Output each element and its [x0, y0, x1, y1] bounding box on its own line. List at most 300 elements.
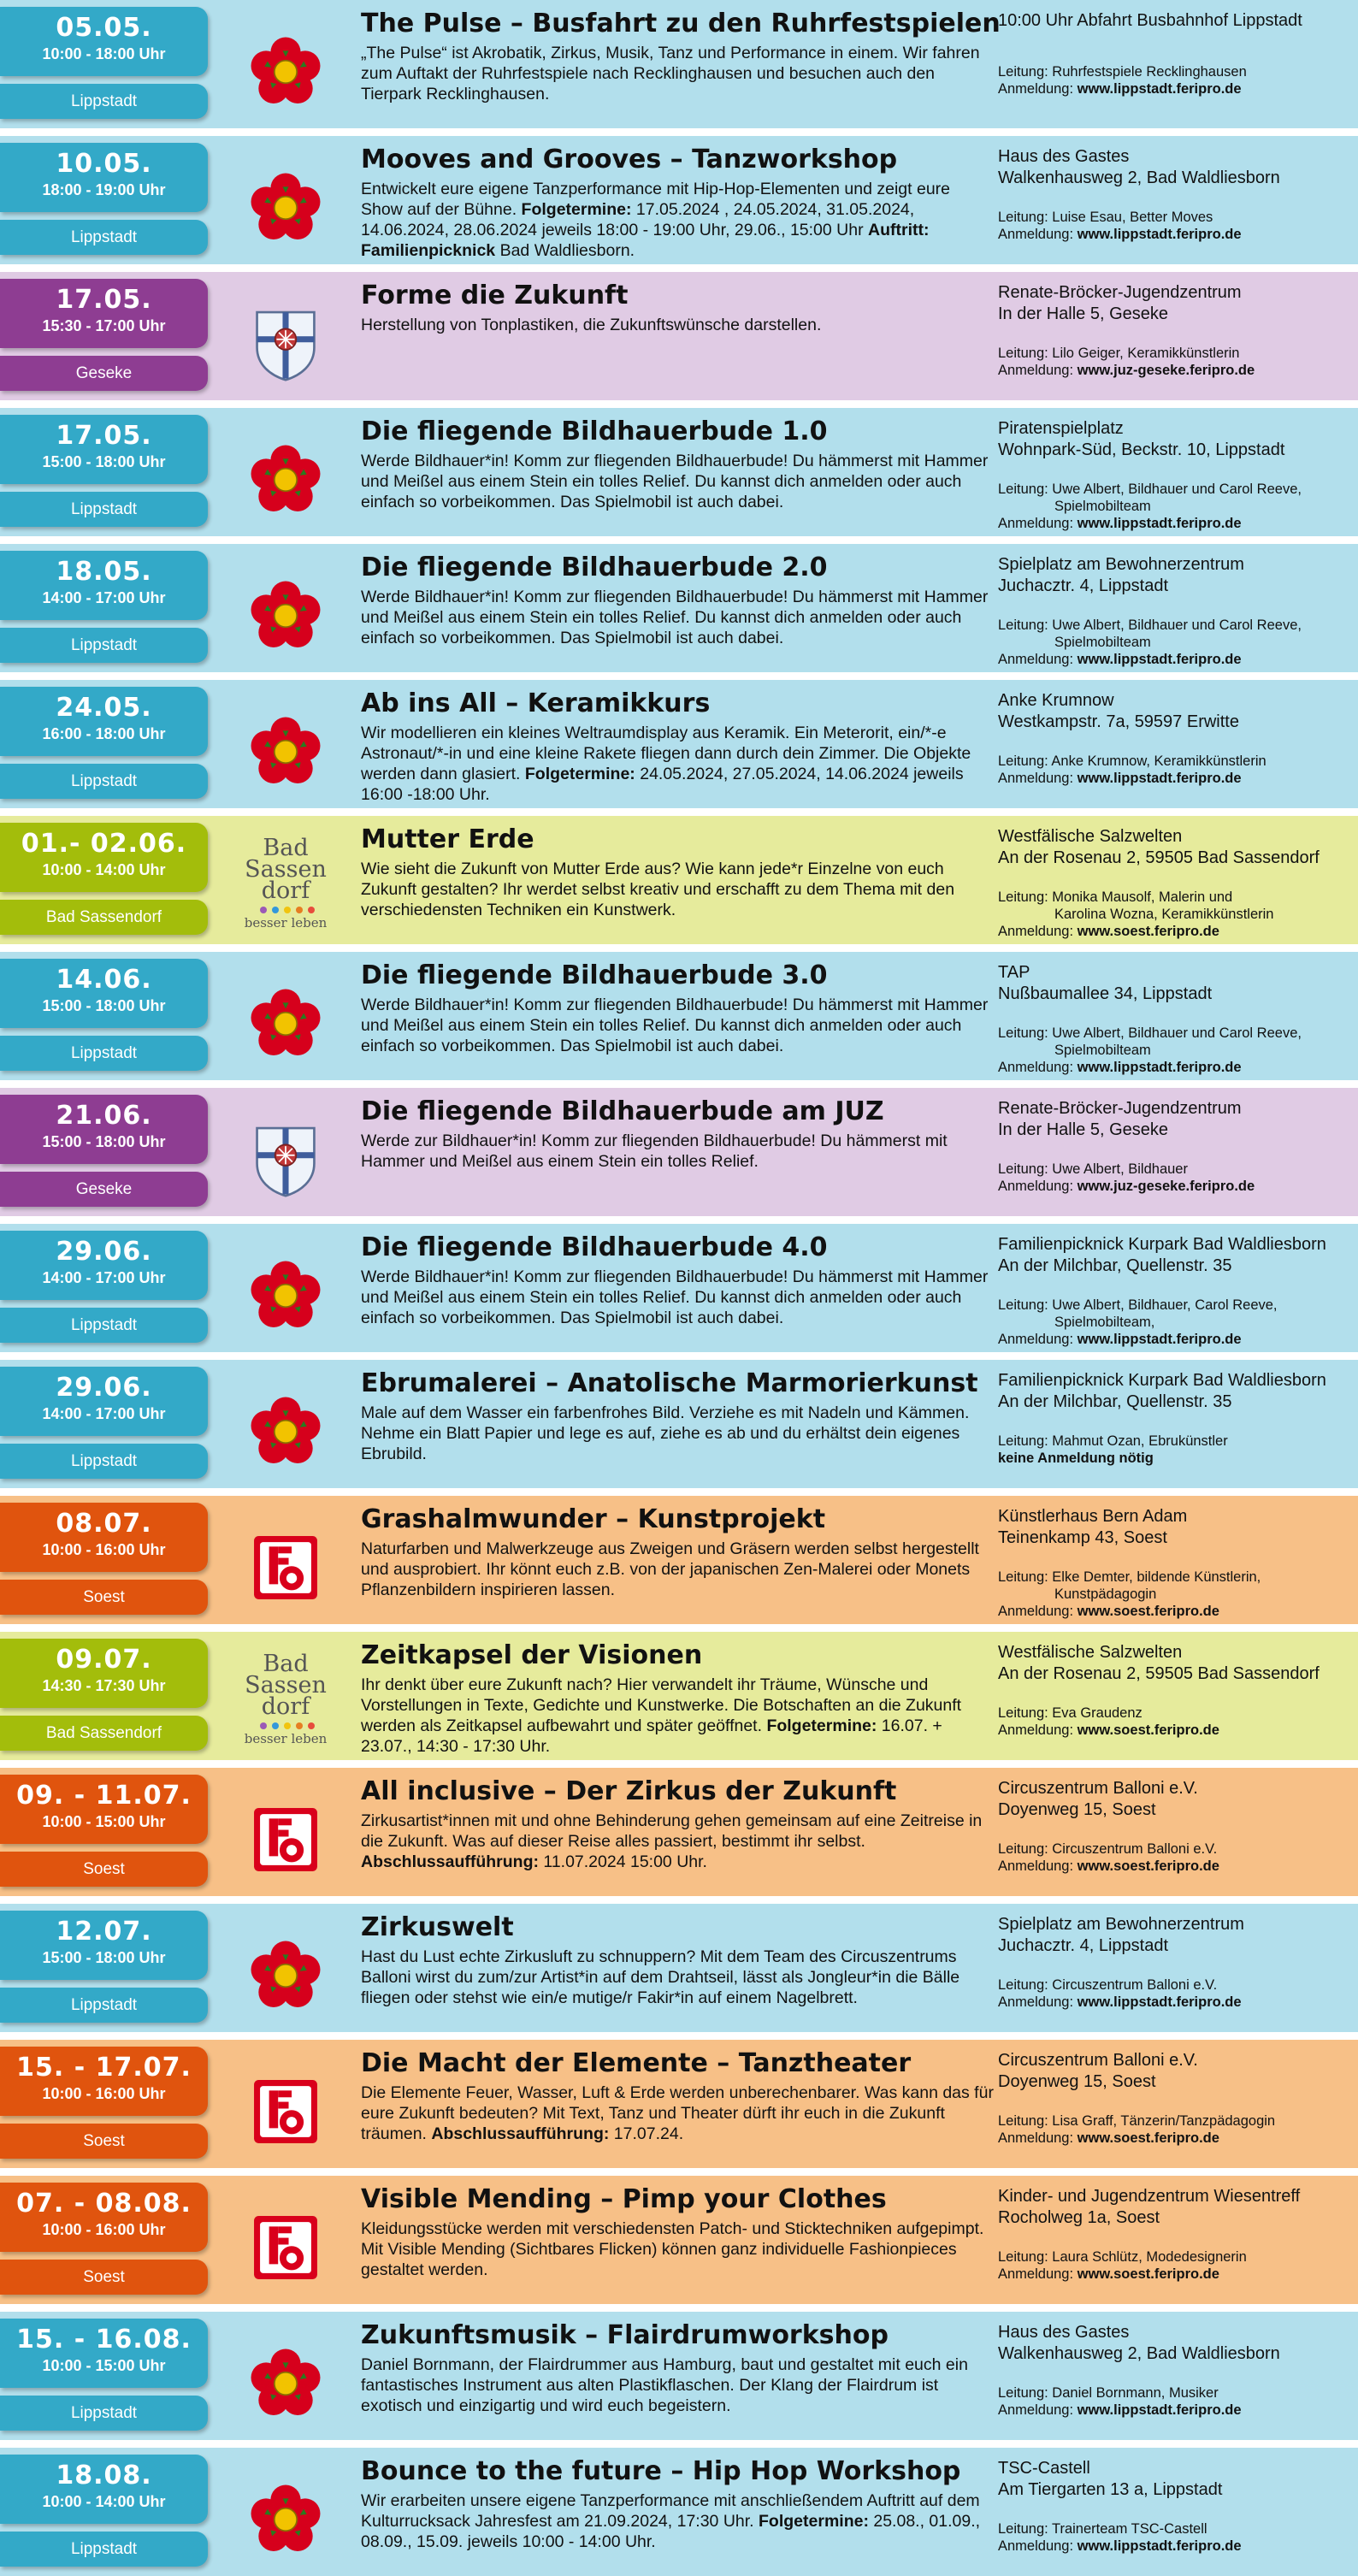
event-row: [0, 1496, 1358, 1624]
event-venue: [998, 146, 1353, 189]
venue-line: An der Milchbar, Quellenstr. 35: [998, 1392, 1232, 1411]
description-text: 24.05.2024, 27.05.2024, 14.06.2024 jeweils 16:00 -18:00 Uhr.: [361, 765, 964, 804]
event-registration: [998, 923, 1353, 940]
event-leader: [998, 2520, 1353, 2538]
event-registration: [998, 1059, 1353, 1076]
description-text: 11.07.2024 15:00 Uhr.: [539, 1852, 707, 1871]
event-time: 14:30 - 17:30 Uhr: [42, 1677, 166, 1694]
date-badge: [0, 2183, 208, 2252]
event-date: 14.06.: [56, 965, 152, 995]
description-text: Hast du Lust echte Zirkusluft zu schnuppern? Mit dem Team des Circuszentrums Balloni wirst du zum/zur Artist*in auf dem Drahtseil, lässt als Jongleur*in die Bälle fliegen oder stehst wie ein/e mutige/r Fakir*in auf einem Nagelbrett.: [361, 1947, 960, 2007]
event-venue: [998, 1370, 1353, 1413]
lippstadt-rose-icon: [248, 578, 323, 653]
event-registration: [998, 226, 1353, 243]
registration-label: Anmeldung:: [998, 516, 1074, 531]
venue-line: Wohnpark-Süd, Beckstr. 10, Lippstadt: [998, 440, 1285, 459]
place-badge: [0, 1716, 208, 1751]
lippstadt-rose-icon: [248, 1258, 323, 1333]
event-registration: [998, 2130, 1353, 2147]
event-venue: [998, 1778, 1353, 1821]
event-venue: [998, 2458, 1353, 2501]
event-leader: [998, 1976, 1353, 1994]
registration-label: Anmeldung:: [998, 1332, 1074, 1347]
leader-line: Leitung: Lilo Geiger, Keramikkünstlerin: [998, 346, 1240, 361]
leader-line: Leitung: Lisa Graff, Tänzerin/Tanzpädagogin: [998, 2113, 1276, 2129]
venue-line: In der Halle 5, Geseke: [998, 304, 1168, 323]
registration-label: Anmeldung:: [998, 2538, 1074, 2554]
venue-line: Haus des Gastes: [998, 147, 1130, 166]
event-description: [361, 2083, 994, 2144]
registration-link[interactable]: www.soest.feripro.de: [1077, 924, 1219, 939]
event-row: [0, 544, 1358, 672]
date-badge: [0, 551, 208, 620]
event-place: Lippstadt: [70, 1452, 138, 1470]
event-row: [0, 1632, 1358, 1760]
event-title: Mooves and Grooves – Tanzworkshop: [361, 145, 898, 174]
event-time: 14:00 - 17:00 Uhr: [42, 1269, 166, 1286]
leader-line: Leitung: Monika Mausolf, Malerin und: [998, 889, 1233, 905]
description-text: Entwickelt eure eigene Tanzperformance mit Hip-Hop-Elementen und zeigt eure Show auf der Bühne.: [361, 180, 951, 219]
logo-line3: dorf: [261, 877, 310, 904]
registration-label: Anmeldung:: [998, 924, 1074, 939]
event-place: Lippstadt: [70, 1996, 138, 2014]
venue-line: Westkampstr. 7a, 59597 Erwitte: [998, 712, 1239, 731]
registration-label: Anmeldung:: [998, 1722, 1074, 1738]
description-text: Wie sieht die Zukunft von Mutter Erde aus? Wie kann jede*r Einzelne von euch Zukunft gestalten? Ihr werdet selbst kreativ und erschafft zu dem Thema mit den verschiedensten Techniken ein Kunstwerk.: [361, 860, 955, 919]
registration-label: Anmeldung:: [998, 2266, 1074, 2282]
event-title: Forme die Zukunft: [361, 281, 629, 310]
event-registration: [998, 1858, 1353, 1875]
venue-line: Piratenspielplatz: [998, 419, 1124, 438]
description-bold: Folgetermine:: [524, 765, 635, 783]
venue-line: Circuszentrum Balloni e.V.: [998, 1779, 1198, 1798]
event-venue: [998, 690, 1353, 733]
event-title: Die fliegende Bildhauerbude 2.0: [361, 552, 828, 582]
event-date: 09.07.: [56, 1645, 152, 1675]
event-description: [361, 1675, 994, 1757]
date-badge: [0, 279, 208, 348]
venue-line: An der Rosenau 2, 59505 Bad Sassendorf: [998, 848, 1320, 867]
registration-link[interactable]: www.soest.feripro.de: [1077, 1858, 1219, 1874]
description-text: Werde zur Bildhauer*in! Komm zur fliegenden Bildhauerbude! Du hämmerst mit Hammer und Meißel aus einem Stein ein tolles Relief.: [361, 1131, 948, 1171]
leader-line: Leitung: Anke Krumnow, Keramikkünstlerin: [998, 753, 1266, 769]
registration-label: Anmeldung:: [998, 2402, 1074, 2418]
registration-link[interactable]: www.lippstadt.feripro.de: [1077, 1332, 1242, 1347]
event-place: Lippstadt: [70, 772, 138, 790]
bad-sassendorf-logo: [245, 1647, 327, 1750]
leader-line: Leitung: Uwe Albert, Bildhauer und Carol Reeve,: [998, 1025, 1302, 1041]
leader-line: Leitung: Uwe Albert, Bildhauer und Carol Reeve,: [998, 482, 1302, 497]
date-badge: [0, 687, 208, 756]
date-badge: [0, 143, 208, 212]
place-badge: [0, 1308, 208, 1343]
event-leader: [998, 63, 1353, 80]
date-badge: [0, 2455, 208, 2524]
event-title: Die fliegende Bildhauerbude 3.0: [361, 960, 828, 990]
event-description: [361, 451, 994, 512]
event-registration: [998, 2538, 1353, 2555]
geseke-crest-icon: [248, 1122, 323, 1197]
date-badge: [0, 1639, 208, 1708]
venue-line: Walkenhausweg 2, Bad Waldliesborn: [998, 168, 1280, 187]
event-venue: [998, 1506, 1353, 1549]
venue-line: Westfälische Salzwelten: [998, 1643, 1183, 1662]
event-time: 18:00 - 19:00 Uhr: [42, 181, 166, 198]
geseke-crest-icon: [248, 306, 323, 381]
event-row: [0, 952, 1358, 1080]
date-badge: [0, 823, 208, 892]
event-venue: [998, 1642, 1353, 1685]
venue-line: Teinenkamp 43, Soest: [998, 1528, 1167, 1547]
date-badge: [0, 1775, 208, 1844]
lippstadt-rose-icon: [248, 1394, 323, 1469]
event-time: 10:00 - 15:00 Uhr: [42, 2357, 166, 2374]
event-leader: [998, 2384, 1353, 2402]
event-place: Lippstadt: [70, 228, 138, 246]
event-date: 29.06.: [56, 1373, 152, 1403]
leader-line: Leitung: Ruhrfestspiele Recklinghausen: [998, 64, 1247, 80]
registration-link[interactable]: www.lippstadt.feripro.de: [1077, 2538, 1242, 2554]
event-date: 24.05.: [56, 693, 152, 723]
registration-label: Anmeldung:: [998, 1604, 1074, 1619]
event-date: 10.05.: [56, 149, 152, 179]
description-text: Herstellung von Tonplastiken, die Zukunftswünsche darstellen.: [361, 316, 822, 334]
registration-link[interactable]: www.lippstadt.feripro.de: [1077, 652, 1242, 667]
event-description: [361, 315, 994, 335]
description-text: Kleidungsstücke werden mit verschiedensten Patch- und Sticktechniken aufgepimpt. Mit Visible Mending (Sichtbares Flicken) können ganz individuelle Fashionpieces gestaltet werden.: [361, 2219, 984, 2279]
event-description: [361, 587, 994, 648]
leader-line: Leitung: Circuszentrum Balloni e.V.: [998, 1977, 1218, 1993]
event-description: [361, 2219, 994, 2280]
registration-link[interactable]: www.soest.feripro.de: [1077, 2130, 1219, 2146]
registration-label: Anmeldung:: [998, 771, 1074, 786]
event-description: [361, 1403, 994, 1464]
description-bold: Abschlussaufführung:: [361, 1852, 539, 1871]
registration-link[interactable]: www.lippstadt.feripro.de: [1077, 227, 1242, 242]
venue-line: An der Milchbar, Quellenstr. 35: [998, 1256, 1232, 1275]
date-badge: [0, 1095, 208, 1164]
event-place: Soest: [83, 2132, 125, 2150]
event-registration: [998, 1450, 1353, 1467]
event-place: Lippstadt: [70, 1316, 138, 1334]
event-title: Mutter Erde: [361, 824, 534, 854]
description-text: Werde Bildhauer*in! Komm zur fliegenden Bildhauerbude! Du hämmerst mit Hammer und Meißel aus einem Stein ein tolles Relief. Du kannst dich anmelden oder auch einfach so vorbeikommen. Das Spielmobil ist auch dabei.: [361, 996, 989, 1055]
event-venue: [998, 10, 1353, 32]
description-bold: Folgetermine:: [759, 2512, 869, 2531]
venue-line: Kinder- und Jugendzentrum Wiesentreff: [998, 2187, 1301, 2206]
logo-line3: dorf: [261, 1693, 310, 1720]
event-title: Zeitkapsel der Visionen: [361, 1640, 703, 1670]
lippstadt-rose-icon: [248, 34, 323, 109]
event-title: Die fliegende Bildhauerbude am JUZ: [361, 1096, 884, 1126]
venue-line: Familienpicknick Kurpark Bad Waldliesborn: [998, 1371, 1326, 1390]
registration-link[interactable]: www.lippstadt.feripro.de: [1077, 1994, 1242, 2010]
registration-link[interactable]: www.soest.feripro.de: [1077, 2266, 1219, 2282]
event-time: 10:00 - 14:00 Uhr: [42, 861, 166, 878]
event-venue: [998, 554, 1353, 597]
lippstadt-rose-icon: [248, 2482, 323, 2557]
event-title: Visible Mending – Pimp your Clothes: [361, 2184, 887, 2214]
leader-line: Leitung: Circuszentrum Balloni e.V.: [998, 1841, 1218, 1857]
registration-label: Anmeldung:: [998, 227, 1074, 242]
place-badge: [0, 1444, 208, 1479]
description-text: Die Elemente Feuer, Wasser, Luft & Erde werden unberechenbarer. Was kann das für eure Zukunft bedeuten? Mit Text, Tanz und Theater dürft ihr euch in die Zukunft träumen.: [361, 2083, 994, 2143]
leader-line: Leitung: Uwe Albert, Bildhauer und Carol Reeve,: [998, 617, 1302, 633]
event-row: [0, 1088, 1358, 1216]
event-time: 14:00 - 17:00 Uhr: [42, 589, 166, 606]
registration-link[interactable]: www.lippstadt.feripro.de: [1077, 516, 1242, 531]
leader-line-cont: Spielmobilteam: [1054, 635, 1151, 650]
logo-line1: Bad: [263, 835, 309, 861]
leader-line: Leitung: Daniel Bornmann, Musiker: [998, 2385, 1219, 2401]
place-badge: [0, 2124, 208, 2159]
venue-line: An der Rosenau 2, 59505 Bad Sassendorf: [998, 1664, 1320, 1683]
event-description: [361, 1131, 994, 1172]
event-time: 10:00 - 15:00 Uhr: [42, 1813, 166, 1830]
description-text: Wir modellieren ein kleines Weltraumdisplay aus Keramik. Ein Meterorit, ein/*-e Astronaut/*-in und eine kleine Rakete fliegen dann durch dein Zimmer. Die Objekte werden dann glasiert.: [361, 724, 971, 783]
event-row: [0, 2312, 1358, 2440]
place-badge: [0, 1580, 208, 1615]
place-badge: [0, 900, 208, 935]
venue-line: Spielplatz am Bewohnerzentrum: [998, 555, 1244, 574]
description-bold: Folgetermine:: [766, 1716, 877, 1735]
registration-label: Anmeldung:: [998, 2130, 1074, 2146]
leader-line-cont: Kunstpädagogin: [1054, 1586, 1157, 1602]
event-leader: [998, 209, 1353, 226]
event-registration: [998, 1331, 1353, 1348]
description-text: Daniel Bornmann, der Flairdrummer aus Hamburg, baut und gestaltet mit euch ein fantastisches Instrument aus alten Plastikflaschen. Der Klang der Flairdrum ist exotisch und einzigartig und wird euch begeistern.: [361, 2355, 968, 2415]
event-date: 12.07.: [56, 1917, 152, 1947]
event-place: Soest: [83, 1588, 125, 1606]
event-time: 10:00 - 14:00 Uhr: [42, 2493, 166, 2510]
venue-line: Anke Krumnow: [998, 691, 1114, 710]
event-venue: [998, 282, 1353, 325]
event-description: [361, 995, 994, 1056]
description-bold: Auftritt: Familienpicknick: [361, 221, 930, 260]
event-registration: [998, 515, 1353, 532]
registration-link[interactable]: www.lippstadt.feripro.de: [1077, 771, 1242, 786]
event-date: 18.08.: [56, 2461, 152, 2490]
event-title: Bounce to the future – Hip Hop Workshop: [361, 2456, 961, 2486]
event-registration: [998, 770, 1353, 787]
leader-line-cont: Spielmobilteam: [1054, 1043, 1151, 1058]
venue-line: Nußbaumallee 34, Lippstadt: [998, 984, 1213, 1003]
event-date: 18.05.: [56, 557, 152, 587]
place-badge: [0, 492, 208, 527]
place-badge: [0, 84, 208, 119]
event-row: [0, 408, 1358, 536]
registration-label: Anmeldung:: [998, 1060, 1074, 1075]
registration-link[interactable]: keine Anmeldung nötig: [998, 1450, 1154, 1466]
registration-label: Anmeldung:: [998, 1994, 1074, 2010]
event-leader: [998, 1433, 1353, 1450]
event-place: Soest: [83, 2268, 125, 2286]
event-venue: [998, 962, 1353, 1005]
event-row: [0, 136, 1358, 264]
place-badge: [0, 356, 208, 391]
logo-line2: Sassen: [245, 856, 327, 883]
venue-line: Rocholweg 1a, Soest: [998, 2208, 1160, 2227]
event-place: Lippstadt: [70, 1044, 138, 1062]
event-description: [361, 1267, 994, 1328]
event-venue: [998, 2050, 1353, 2093]
registration-label: Anmeldung:: [998, 652, 1074, 667]
event-place: Geseke: [75, 1180, 133, 1198]
event-title: Zukunftsmusik – Flairdrumworkshop: [361, 2320, 889, 2350]
venue-line: TAP: [998, 963, 1030, 982]
registration-label: Anmeldung:: [998, 1179, 1074, 1194]
venue-line: Renate-Bröcker-Jugendzentrum: [998, 1099, 1242, 1118]
soest-key-icon: [248, 1530, 323, 1605]
registration-link[interactable]: www.lippstadt.feripro.de: [1077, 1060, 1242, 1075]
event-description: [361, 2490, 994, 2552]
event-leader: [998, 617, 1353, 651]
event-title: The Pulse – Busfahrt zu den Ruhrfestspielen: [361, 9, 1001, 38]
event-place: Lippstadt: [70, 2540, 138, 2558]
event-title: All inclusive – Der Zirkus der Zukunft: [361, 1776, 897, 1806]
date-badge: [0, 7, 208, 76]
registration-link[interactable]: www.juz-geseke.feripro.de: [1077, 1179, 1255, 1194]
description-text: Bad Waldliesborn.: [495, 241, 635, 260]
event-title: Grashalmwunder – Kunstprojekt: [361, 1504, 826, 1534]
event-leader: [998, 345, 1353, 362]
description-bold: Folgetermine:: [521, 200, 632, 219]
venue-line: Haus des Gastes: [998, 2323, 1130, 2342]
place-badge: [0, 1852, 208, 1887]
description-text: Ihr denkt über eure Zukunft nach? Hier verwandelt ihr Träume, Wünsche und Vorstellungen in Texte, Gedichte und Kunstwerke. Die Botschaften an die Zukunft werden als Zeitkapsel aufbewahrt und später geöffnet.: [361, 1675, 962, 1735]
event-date: 21.06.: [56, 1101, 152, 1131]
event-date: 15. - 17.07.: [16, 2053, 192, 2083]
date-badge: [0, 2047, 208, 2116]
logo-slogan: besser leben: [245, 1731, 327, 1746]
registration-label: Anmeldung:: [998, 363, 1074, 378]
event-time: 10:00 - 18:00 Uhr: [42, 45, 166, 62]
registration-link[interactable]: www.juz-geseke.feripro.de: [1077, 363, 1255, 378]
event-row: [0, 816, 1358, 944]
place-badge: [0, 1172, 208, 1207]
event-row: [0, 2448, 1358, 2576]
event-time: 10:00 - 16:00 Uhr: [42, 2221, 166, 2238]
leader-line-cont: Spielmobilteam: [1054, 499, 1151, 514]
event-description: [361, 1811, 994, 1872]
event-date: 17.05.: [56, 285, 152, 315]
event-registration: [998, 651, 1353, 668]
description-text: Naturfarben und Malwerkzeuge aus Zweigen und Gräsern werden selbst hergestellt und ausprobiert. Ihr könnt euch z.B. von der japanischen Zen-Malerei oder Monets Pflanzenbildern inspirieren lassen.: [361, 1539, 979, 1599]
event-title: Die fliegende Bildhauerbude 4.0: [361, 1232, 828, 1262]
event-title: Ab ins All – Keramikkurs: [361, 688, 711, 718]
description-text: Werde Bildhauer*in! Komm zur fliegenden Bildhauerbude! Du hämmerst mit Hammer und Meißel aus einem Stein ein tolles Relief. Du kannst dich anmelden oder auch einfach so vorbeikommen. Das Spielmobil ist auch dabei.: [361, 588, 989, 647]
event-leader: [998, 1569, 1353, 1603]
description-text: Male auf dem Wasser ein farbenfrohes Bild. Verziehe es mit Nadeln und Kämmen. Nehme ein Blatt Papier und lege es auf, ziehe es ab und du erhältst dein eigenes Ebrubild.: [361, 1403, 970, 1463]
leader-line: Leitung: Uwe Albert, Bildhauer: [998, 1161, 1188, 1177]
event-description: [361, 1539, 994, 1600]
event-leader: [998, 1705, 1353, 1722]
event-row: [0, 272, 1358, 400]
registration-link[interactable]: www.lippstadt.feripro.de: [1077, 2402, 1242, 2418]
event-place: Bad Sassendorf: [45, 1724, 162, 1742]
event-time: 14:00 - 17:00 Uhr: [42, 1405, 166, 1422]
venue-line: Spielplatz am Bewohnerzentrum: [998, 1915, 1244, 1934]
event-registration: [998, 2402, 1353, 2419]
event-registration: [998, 1178, 1353, 1195]
lippstadt-rose-icon: [248, 986, 323, 1061]
venue-line: Am Tiergarten 13 a, Lippstadt: [998, 2480, 1223, 2499]
event-title: Die Macht der Elemente – Tanztheater: [361, 2048, 912, 2078]
event-row: [0, 1360, 1358, 1488]
venue-line: Familienpicknick Kurpark Bad Waldliesborn: [998, 1235, 1326, 1254]
event-registration: [998, 1603, 1353, 1620]
place-badge: [0, 2532, 208, 2567]
lippstadt-rose-icon: [248, 2346, 323, 2421]
registration-link[interactable]: www.soest.feripro.de: [1077, 1604, 1219, 1619]
bad-sassendorf-logo: [245, 831, 327, 934]
event-place: Lippstadt: [70, 636, 138, 654]
logo-slogan: besser leben: [245, 915, 327, 931]
date-badge: [0, 959, 208, 1028]
event-place: Soest: [83, 1860, 125, 1878]
event-date: 08.07.: [56, 1509, 152, 1539]
event-leader: [998, 889, 1353, 923]
event-date: 15. - 16.08.: [16, 2325, 192, 2354]
date-badge: [0, 1231, 208, 1300]
registration-label: Anmeldung:: [998, 81, 1074, 97]
event-registration: [998, 2266, 1353, 2283]
event-leader: [998, 2248, 1353, 2266]
soest-key-icon: [248, 1802, 323, 1877]
event-description: [361, 859, 994, 920]
event-leader: [998, 1025, 1353, 1059]
venue-line: Walkenhausweg 2, Bad Waldliesborn: [998, 2344, 1280, 2363]
event-time: 15:00 - 18:00 Uhr: [42, 997, 166, 1014]
description-text: 17.07.24.: [609, 2124, 684, 2143]
place-badge: [0, 2396, 208, 2431]
event-time: 16:00 - 18:00 Uhr: [42, 725, 166, 742]
event-row: [0, 1904, 1358, 2032]
event-description: [361, 2354, 994, 2416]
lippstadt-rose-icon: [248, 442, 323, 517]
description-text: 16.07. + 23.07., 14:30 - 17:30 Uhr.: [361, 1716, 942, 1756]
description-text: Wir erarbeiten unsere eigene Tanzperformance mit anschließendem Auftritt auf dem Kulturrucksack Jahresfest am 21.09.2024, 17:30 Uhr.: [361, 2491, 980, 2531]
soest-key-icon: [248, 2074, 323, 2149]
event-place: Lippstadt: [70, 2404, 138, 2422]
registration-link[interactable]: www.soest.feripro.de: [1077, 1722, 1219, 1738]
leader-line: Leitung: Trainerteam TSC-Castell: [998, 2521, 1207, 2537]
event-place: Bad Sassendorf: [45, 908, 162, 926]
logo-line2: Sassen: [245, 1672, 327, 1699]
venue-line: 10:00 Uhr Abfahrt Busbahnhof Lippstadt: [998, 11, 1302, 30]
venue-line: Doyenweg 15, Soest: [998, 2072, 1156, 2091]
venue-line: Juchacztr. 4, Lippstadt: [998, 1936, 1169, 1955]
leader-line: Leitung: Elke Demter, bildende Künstlerin,: [998, 1569, 1261, 1585]
leader-line: Leitung: Eva Graudenz: [998, 1705, 1142, 1721]
event-date: 07. - 08.08.: [16, 2189, 192, 2219]
leader-line: Leitung: Luise Esau, Better Moves: [998, 210, 1213, 225]
event-date: 17.05.: [56, 421, 152, 451]
event-place: Lippstadt: [70, 92, 138, 110]
place-badge: [0, 1988, 208, 2023]
leader-line-cont: Karolina Wozna, Keramikkünstlerin: [1054, 907, 1274, 922]
event-title: Die fliegende Bildhauerbude 1.0: [361, 417, 828, 446]
registration-link[interactable]: www.lippstadt.feripro.de: [1077, 81, 1242, 97]
leader-line-cont: Spielmobilteam,: [1054, 1315, 1155, 1330]
lippstadt-rose-icon: [248, 714, 323, 789]
description-text: Werde Bildhauer*in! Komm zur fliegenden Bildhauerbude! Du hämmerst mit Hammer und Meißel aus einem Stein ein tolles Relief. Du kannst dich anmelden oder auch einfach so vorbeikommen. Das Spielmobil ist auch dabei.: [361, 1267, 989, 1327]
event-registration: [998, 362, 1353, 379]
event-leader: [998, 1161, 1353, 1178]
event-row: [0, 0, 1358, 128]
event-row: [0, 680, 1358, 808]
event-date: 09. - 11.07.: [16, 1781, 192, 1811]
